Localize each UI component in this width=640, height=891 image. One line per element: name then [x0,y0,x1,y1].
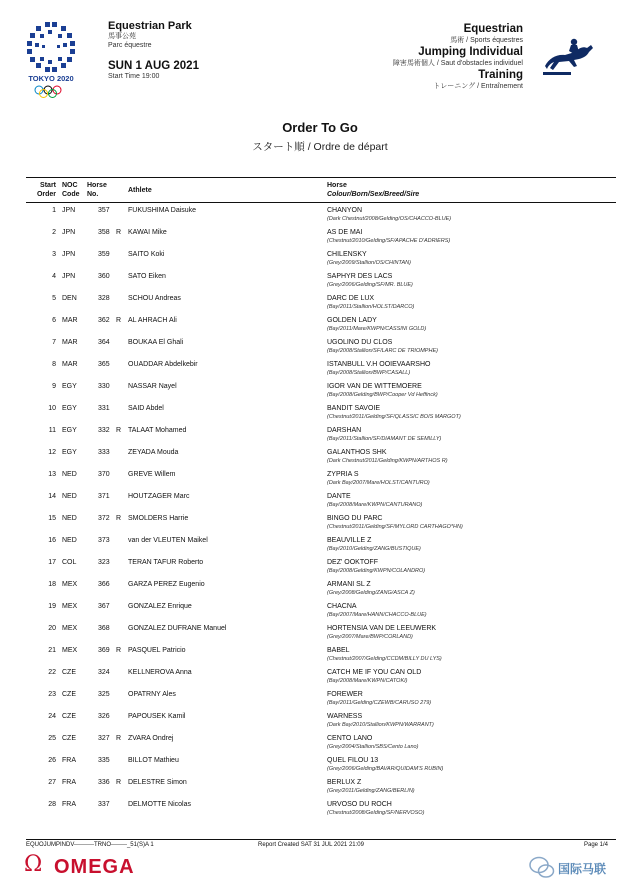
event-block [303,22,523,91]
reserve-flag: R [116,427,122,434]
noc-code: NED [62,493,77,500]
games-logo-text: TOKYO 2020 [28,74,74,83]
wechat-watermark [528,852,628,884]
horse-name: DARC DE LUX [327,295,375,302]
horse-number: 365 [98,361,110,368]
horse-name: BINGO DU PARC [327,515,383,522]
horse-name: QUEL FILOU 13 [327,757,379,764]
table-row [26,665,616,687]
horse-name: BABEL [327,647,350,654]
noc-code: NED [62,537,77,544]
horse-number: 336 [98,779,110,786]
noc-code: EGY [62,383,77,390]
start-order: 22 [48,669,56,676]
horse-name: FOREWER [327,691,363,698]
noc-code: MEX [62,625,78,632]
horse-name: URVOSO DU ROCH [327,801,392,808]
col-noc-code [62,181,80,199]
start-time: Start Time 19:00 [108,73,160,80]
horse-details: (Grey/2009/Stallion/OS/CHINTAN) [327,260,411,266]
athlete-name: PASQUEL Patricio [128,647,186,654]
athlete-name: TALAAT Mohamed [128,427,187,434]
start-order: 18 [48,581,56,588]
reserve-flag: R [116,515,122,522]
horse-details: (Bay/2011/Gelding/CZEWB/CARUSO 279) [327,700,432,706]
noc-code: FRA [62,779,76,786]
horse-number: 370 [98,471,110,478]
noc-code: MEX [62,581,78,588]
horse-details: (Chestnut/2011/Gelding/SF/QLASSIC BOIS MARGOT) [327,414,461,420]
col-noc-code-line2: Code [62,191,80,198]
horse-number: 328 [98,295,110,302]
table-row [26,489,616,511]
start-order: 20 [48,625,56,632]
table-row [26,687,616,709]
sport-name-sub: 馬術 / Sports équestres [450,37,523,44]
col-horse-line2: Colour/Born/Sex/Breed/Sire [327,191,420,198]
horse-details: (Grey/2004/Stallion/SBS/Cento Lano) [327,744,419,750]
start-order: 15 [48,515,56,522]
col-athlete: Athlete [128,187,152,194]
table-row [26,731,616,753]
col-start-order-line1: Start [40,182,56,189]
event-name-sub: 障害馬術個人 / Saut d'obstacles individuel [392,60,523,67]
horse-details: (Dark Chestnut/2011/Gelding/KWPN/ARTHOS R) [327,458,448,464]
noc-code: EGY [62,405,77,412]
athlete-name: OUADDAR Abdelkebir [128,361,198,368]
horse-details: (Bay/2011/Stallion/HOLST/DARCO) [327,304,415,310]
horse-number: 335 [98,757,110,764]
horse-details: (Chestnut/2008/Gelding/SF/NERVOSO) [327,810,425,816]
horse-number: 330 [98,383,110,390]
athlete-name: GREVE Willem [128,471,176,478]
table-row [26,467,616,489]
table-row [26,445,616,467]
table-row [26,775,616,797]
horse-number: 362 [98,317,110,324]
col-horse-line1: Horse [327,182,347,189]
horse-details: (Grey/2006/Gelding/BAVAR/QUIDAM'S RUBIN) [327,766,444,772]
noc-code: CZE [62,691,76,698]
col-horse-no-line1: Horse [87,182,107,189]
horse-number: 373 [98,537,110,544]
col-noc-code-line1: NOC [62,182,78,189]
reserve-flag: R [116,229,122,236]
start-order: 9 [52,383,56,390]
noc-code: JPN [62,273,76,280]
athlete-name: van der VLEUTEN Maikel [128,537,208,544]
footer-page-number: Page 1/4 [584,842,609,848]
start-order: 25 [48,735,56,742]
horse-name: CHACNA [327,603,357,610]
table-row [26,335,616,357]
reserve-flag: R [116,735,122,742]
horse-name: DARSHAN [327,427,362,434]
sponsor-name: OMEGA [54,856,135,878]
start-order: 10 [48,405,56,412]
reserve-flag: R [116,317,122,324]
start-order: 5 [52,295,56,302]
horse-details: (Bay/2008/Mare/KWPN/CATOKI) [327,678,408,684]
table-header [26,177,616,203]
athlete-name: DELESTRE Simon [128,779,187,786]
venue-name: Equestrian Park [108,20,192,32]
table-row [26,401,616,423]
footer-report-code: EQUOJUMPINDV----------TRNO--------_51(S)A 1 [26,842,154,848]
table-row [26,511,616,533]
horse-name: BEAUVILLE Z [327,537,372,544]
start-order: 2 [52,229,56,236]
horse-details: (Dark Bay/2007/Mare/HOLST/CANTURO) [327,480,430,486]
horse-name: SAPHYR DES LACS [327,273,393,280]
start-order: 6 [52,317,56,324]
horse-name: BERLUX Z [327,779,362,786]
horse-name: CATCH ME IF YOU CAN OLD [327,669,422,676]
horse-details: (Dark Bay/2010/Stallion/KWPN/WARRANT) [327,722,434,728]
athlete-name: SAID Abdel [128,405,164,412]
horse-name: ARMANI SL Z [327,581,371,588]
athlete-name: OPATRNY Ales [128,691,176,698]
horse-number: 357 [98,207,110,214]
horse-details: (Bay/2011/Stallion/SF/DIAMANT DE SEMILLY) [327,436,442,442]
athlete-name: BILLOT Mathieu [128,757,179,764]
document-title-block [0,120,640,154]
horse-name: CHILENSKY [327,251,367,258]
athlete-name: BOUKAA El Ghali [128,339,184,346]
horse-details: (Bay/2008/Gelding/KWPN/COLANDRO) [327,568,426,574]
table-row [26,709,616,731]
col-start-order [26,181,56,199]
horse-details: (Bay/2011/Mare/KWPN/CASSINI GOLD) [327,326,427,332]
athlete-name: ZEYADA Mouda [128,449,179,456]
horse-details: (Bay/2007/Mare/HANN/CHACCO-BLUE) [327,612,427,618]
noc-code: COL [62,559,77,566]
horse-name: HORTENSIA VAN DE LEEUWERK [327,625,437,632]
start-order: 19 [48,603,56,610]
horse-name: UGOLINO DU CLOS [327,339,393,346]
horse-number: 324 [98,669,110,676]
horse-details: (Chestnut/2007/Gelding/CCDM/BILLY DU LYS) [327,656,442,662]
horse-details: (Bay/2010/Gelding/ZANG/BUSTIQUE) [327,546,421,552]
event-name: Jumping Individual [418,46,523,58]
noc-code: MAR [62,339,78,346]
table-body [26,203,616,819]
start-order: 14 [48,493,56,500]
table-row [26,643,616,665]
noc-code: MAR [62,361,78,368]
horse-number: 332 [98,427,110,434]
athlete-name: SAITO Koki [128,251,165,258]
horse-number: 333 [98,449,110,456]
horse-name: DEZ' OOKTOFF [327,559,378,566]
horse-number: 323 [98,559,110,566]
table-row [26,797,616,819]
horse-number: 360 [98,273,110,280]
horse-name: CENTO LANO [327,735,373,742]
reserve-flag: R [116,779,122,786]
athlete-name: TERAN TAFUR Roberto [128,559,204,566]
athlete-name: ZVARA Ondrej [128,735,174,742]
table-row [26,533,616,555]
col-start-order-line2: Order [36,191,56,198]
athlete-name: GONZALEZ Enrique [128,603,192,610]
start-order: 8 [52,361,56,368]
horse-number: 368 [98,625,110,632]
horse-details: (Chestnut/2011/Gelding/SF/MYLORD CARTHAGO*HN) [327,524,463,530]
horse-details: (Dark Chestnut/2008/Gelding/OS/CHACCO-BLUE) [327,216,452,222]
horse-details: (Bay/2008/Mare/KWPN/CANTURANO) [327,502,423,508]
athlete-name: HOUTZAGER Marc [128,493,190,500]
horse-number: 325 [98,691,110,698]
start-order: 4 [52,273,56,280]
noc-code: JPN [62,207,76,214]
col-horse-no [87,181,107,199]
table-row [26,599,616,621]
start-order: 23 [48,691,56,698]
wechat-icon [528,854,556,882]
athlete-name: DELMOTTE Nicolas [128,801,192,808]
horse-number: 331 [98,405,110,412]
horse-number: 326 [98,713,110,720]
table-row [26,313,616,335]
horse-details: (Bay/2008/Stallion/BWP/CASALL) [327,370,411,376]
horse-details: (Grey/2007/Mare/BWP/CORLAND) [327,634,413,640]
table-row [26,203,616,225]
athlete-name: SCHOU Andreas [128,295,181,302]
horse-details: (Grey/2006/Gelding/SF/MR. BLUE) [327,282,413,288]
start-order: 13 [48,471,56,478]
omega-symbol-icon: Ω [24,852,43,877]
horse-name: GALANTHOS SHK [327,449,387,456]
col-horse [327,181,419,199]
start-order: 3 [52,251,56,258]
noc-code: MEX [62,603,78,610]
table-row [26,753,616,775]
horse-name: DANTE [327,493,351,500]
horse-name: ZYPRIA S [327,471,359,478]
start-order: 11 [48,427,56,434]
horse-number: 337 [98,801,110,808]
athlete-name: FUKUSHIMA Daisuke [128,207,197,214]
horse-name: IGOR VAN DE WITTEMOERE [327,383,422,390]
table-row [26,379,616,401]
noc-code: NED [62,471,77,478]
horse-name: CHANYON [327,207,363,214]
horse-name: BANDIT SAVOIE [327,405,381,412]
table-row [26,247,616,269]
table-row [26,269,616,291]
noc-code: MAR [62,317,78,324]
horse-number: 358 [98,229,110,236]
table-row [26,577,616,599]
venue-name-fr: Parc équestre [108,42,152,49]
tokyo-2020-logo [22,20,80,98]
horse-name: WARNESS [327,713,363,720]
noc-code: JPN [62,229,76,236]
noc-code: EGY [62,427,77,434]
athlete-name: AL AHRACH Ali [128,317,177,324]
athlete-name: KELLNEROVA Anna [128,669,192,676]
footer-divider [26,839,616,840]
start-order: 16 [48,537,56,544]
horse-details: (Grey/2008/Gelding/ZANG/ASCA Z) [327,590,415,596]
noc-code: FRA [62,801,76,808]
horse-name: AS DE MAI [327,229,363,236]
start-order: 12 [48,449,56,456]
horse-number: 327 [98,735,110,742]
start-order: 7 [52,339,56,346]
start-order: 17 [48,559,56,566]
watermark-text: 国际马联 [558,862,607,876]
start-order-table [26,177,616,819]
reserve-flag: R [116,647,122,654]
table-row [26,555,616,577]
noc-code: CZE [62,713,76,720]
horse-details: (Chestnut/2010/Gelding/SF/APACHE D'ADRIERS) [327,238,451,244]
start-order: 27 [48,779,56,786]
venue-block [108,20,308,81]
omega-logo [24,853,174,881]
table-row [26,423,616,445]
athlete-name: SMOLDERS Harrie [128,515,189,522]
noc-code: FRA [62,757,76,764]
athlete-name: KAWAI Mike [128,229,167,236]
start-order: 28 [48,801,56,808]
athlete-name: PAPOUSEK Kamil [128,713,186,720]
horse-number: 359 [98,251,110,258]
horse-number: 369 [98,647,110,654]
col-horse-no-line2: No. [87,191,99,198]
event-date: SUN 1 AUG 2021 [108,60,199,72]
horse-number: 372 [98,515,110,522]
venue-name-jp: 馬事公苑 [108,33,136,40]
sport-name: Equestrian [463,23,523,35]
horse-name: ISTANBULL V.H OOIEVAARSHO [327,361,431,368]
horse-number: 367 [98,603,110,610]
start-order: 21 [48,647,56,654]
phase-name: Training [478,69,523,81]
tokyo-2020-emblem-icon [22,20,80,98]
start-order: 26 [48,757,56,764]
horse-details: (Bay/2008/Gelding/BWP/Cooper Vd Heffinck) [327,392,438,398]
footer-report-created: Report Created SAT 31 JUL 2021 21:09 [258,842,364,848]
noc-code: MEX [62,647,78,654]
noc-code: EGY [62,449,77,456]
document-title: Order To Go [282,120,358,135]
table-row [26,225,616,247]
horse-number: 371 [98,493,110,500]
athlete-name: SATO Eiken [128,273,166,280]
document-subtitle: スタート順 / Ordre de départ [252,141,388,153]
horse-details: (Bay/2008/Stallion/SF/LARC DE TRIOMPHE) [327,348,438,354]
athlete-name: GONZALEZ DUFRANE Manuel [128,625,227,632]
noc-code: JPN [62,251,76,258]
noc-code: DEN [62,295,77,302]
athlete-name: NASSAR Nayel [128,383,177,390]
table-row [26,621,616,643]
start-order: 1 [52,207,56,214]
table-row [26,291,616,313]
horse-number: 366 [98,581,110,588]
horse-name: GOLDEN LADY [327,317,377,324]
athlete-name: GARZA PEREZ Eugenio [128,581,205,588]
horse-number: 364 [98,339,110,346]
table-row [26,357,616,379]
phase-name-sub: トレーニング / Entraînement [433,83,523,90]
start-order: 24 [48,713,56,720]
noc-code: CZE [62,669,76,676]
noc-code: NED [62,515,77,522]
horse-details: (Grey/2011/Gelding/ZANG/BERLIN) [327,788,415,794]
noc-code: CZE [62,735,76,742]
equestrian-jumping-icon [541,36,597,78]
